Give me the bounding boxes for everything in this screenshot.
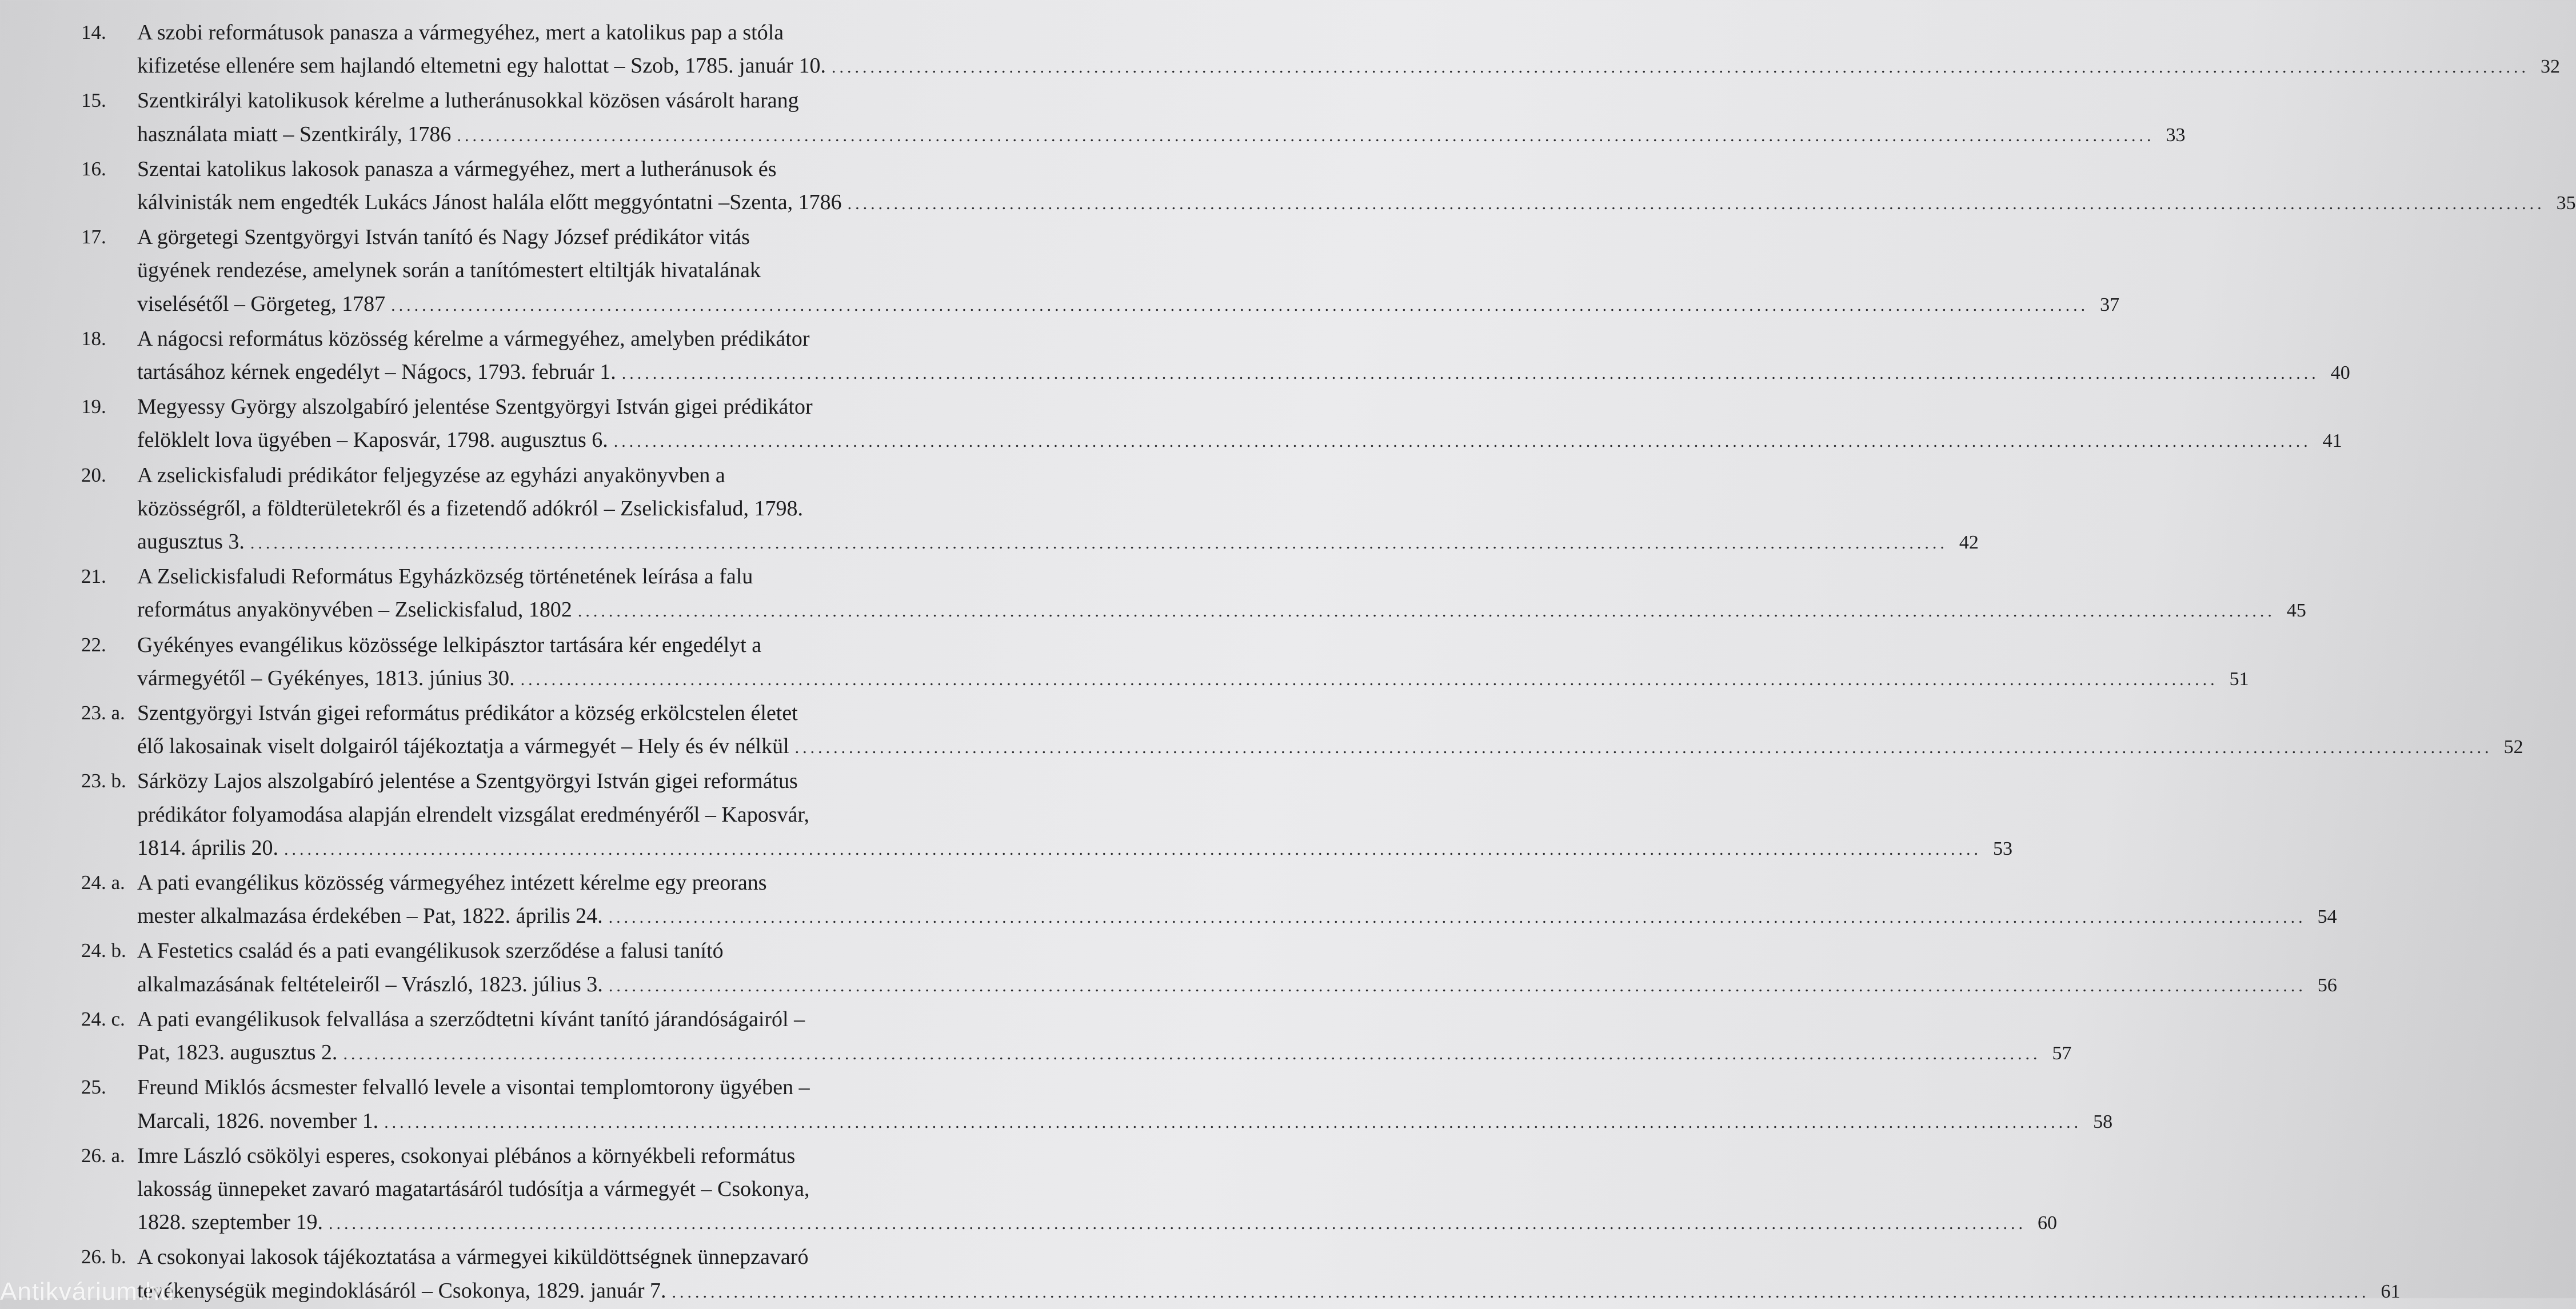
entry-title-line	[137, 1036, 2072, 1071]
entry-title-line	[137, 423, 2342, 458]
dot-leader: ............................................................................................................................................................................................................................	[577, 602, 2275, 621]
entry-title-line: Szentgyörgyi István gigei református prédikátor a község erkölcstelen életet	[137, 701, 798, 726]
page-number: 42	[1959, 532, 1979, 554]
page-number: 37	[2100, 294, 2120, 315]
entry-title-line: Gyékényes evangélikus közössége lelkipásztor tartására kér engedélyt a	[137, 633, 762, 657]
page-number: 60	[2038, 1212, 2058, 1234]
page-number: 61	[2381, 1280, 2401, 1302]
page-number: 57	[2052, 1043, 2072, 1064]
dot-leader: ............................................................................................................................................................................................................................	[608, 908, 2306, 927]
toc-entry	[0, 322, 2350, 390]
entry-title-line	[137, 186, 2576, 221]
entry-title-line	[137, 355, 2350, 390]
entry-title-text: 1828. szeptember 19.	[137, 1210, 324, 1235]
dot-leader: ............................................................................................................................................................................................................................	[329, 1214, 2027, 1234]
dot-leader: ............................................................................................................................................................................................................................	[672, 1282, 2370, 1302]
entry-number: 20.	[81, 463, 106, 486]
entry-title-text: Marcali, 1826. november 1.	[137, 1108, 379, 1133]
entry-title-text: református anyakönyvében – Zselickisfalud, 1802	[137, 598, 572, 622]
entry-title-line	[137, 525, 1979, 560]
entry-title-text: tartásához kérnek engedélyt – Nágocs, 1793. február 1.	[137, 360, 616, 385]
entry-title-line	[137, 831, 2012, 866]
entry-title-text: élő lakosainak viselt dolgairól tájékoztatja a vármegyét – Hely és év nélkül	[137, 734, 789, 759]
entry-title-line: A csokonyai lakosok tájékoztatása a vármegyei kiküldöttségnek ünnepzavaró	[137, 1245, 809, 1270]
entry-title-text: 1814. április 20.	[137, 835, 278, 860]
entry-title-line: ügyének rendezése, amelynek során a tanítómestert eltiltják hivatalának	[137, 258, 761, 283]
entry-number: 17.	[81, 226, 106, 249]
entry-number: 14.	[81, 21, 106, 43]
entry-title-line	[137, 899, 2337, 934]
entry-title-line: A görgetegi Szentgyörgyi István tanító és Nagy József prédikátor vitás	[137, 225, 750, 250]
entry-title-line	[137, 968, 2337, 1003]
watermark: Antikvárium.hu	[0, 1278, 175, 1306]
toc-entry	[0, 16, 2561, 84]
entry-number: 25.	[81, 1076, 106, 1099]
page-number: 51	[2229, 668, 2249, 690]
dot-leader: ............................................................................................................................................................................................................................	[283, 839, 1982, 859]
entry-number: 24. c.	[81, 1007, 125, 1030]
dot-leader: ............................................................................................................................................................................................................................	[343, 1044, 2041, 1064]
page-number: 54	[2317, 906, 2337, 928]
entry-title-line: A pati evangélikus közösség vármegyéhez intézett kérelme egy preorans	[137, 871, 767, 895]
page-number: 52	[2503, 736, 2523, 758]
page-number: 41	[2322, 430, 2342, 452]
toc-entry	[0, 153, 2576, 221]
page-number: 32	[2541, 56, 2561, 78]
entry-number: 26. b.	[81, 1246, 126, 1268]
page-number: 58	[2093, 1111, 2113, 1132]
entry-title-line: Szentai katolikus lakosok panasza a vármegyéhez, mert a lutheránusok és	[137, 157, 777, 181]
entry-title-line: Megyessy György alszolgabíró jelentése Szentgyörgyi István gigei prédikátor	[137, 395, 813, 419]
entry-title-line: A szobi reformátusok panasza a vármegyéhez, mert a katolikus pap a stóla	[137, 21, 784, 45]
page-number: 40	[2330, 362, 2350, 384]
toc-entry	[0, 696, 2523, 764]
entry-number: 23. a.	[81, 702, 125, 724]
entry-title-text: kifizetése ellenére sem hajlandó eltemetni egy halottat – Szob, 1785. január 10.	[137, 54, 826, 78]
entry-title-line: A zselickisfaludi prédikátor feljegyzése az egyházi anyakönyvben a	[137, 463, 725, 487]
entry-number: 16.	[81, 157, 106, 180]
page-number: 45	[2286, 600, 2306, 622]
entry-title-line	[137, 662, 2249, 696]
dot-leader: ............................................................................................................................................................................................................................	[457, 126, 2155, 145]
toc-entry	[0, 1071, 2113, 1139]
page-number: 53	[1992, 838, 2012, 859]
entry-number: 23. b.	[81, 770, 126, 792]
dot-leader: ............................................................................................................................................................................................................................	[384, 1112, 2082, 1132]
entry-title-line: közösségről, a földterületekről és a fizetendő adókról – Zselickisfalud, 1798.	[137, 496, 803, 521]
entry-title-line: A Festetics család és a pati evangélikusok szerződése a falusi tanító	[137, 939, 724, 963]
entry-title-text: felöklelt lova ügyében – Kaposvár, 1798. augusztus 6.	[137, 428, 608, 453]
entry-title-line: lakosság ünnepeket zavaró magatartásáról tudósítja a vármegyét – Csokonya,	[137, 1176, 810, 1201]
entry-title-text: használata miatt – Szentkirály, 1786	[137, 122, 452, 146]
toc-entry	[0, 1003, 2072, 1071]
toc-entry	[0, 84, 2186, 152]
entry-title-text: mester alkalmazása érdekében – Pat, 1822. április 24.	[137, 904, 603, 928]
dot-leader: ............................................................................................................................................................................................................................	[608, 976, 2306, 995]
entry-title-text: alkalmazásának feltételeiről – Vrászló, 1823. július 3.	[137, 972, 603, 996]
entry-title-line	[137, 49, 2561, 84]
table-of-contents	[0, 16, 2576, 1309]
toc-entry	[0, 560, 2306, 628]
entry-number: 18.	[81, 327, 106, 350]
entry-title-line	[137, 287, 2120, 322]
entry-title-line: A Zselickisfaludi Református Egyházközség történetének leírása a falu	[137, 565, 753, 589]
entry-number: 15.	[81, 89, 106, 112]
entry-title-line: Imre László csökölyi esperes, csokonyai plébános a környékbeli református	[137, 1143, 796, 1168]
entry-number: 26. a.	[81, 1144, 125, 1167]
entry-title-line	[137, 1274, 2401, 1309]
dot-leader: ............................................................................................................................................................................................................................	[847, 194, 2545, 214]
entry-title-line	[137, 1206, 2058, 1240]
dot-leader: ............................................................................................................................................................................................................................	[613, 432, 2311, 451]
entry-number: 22.	[81, 633, 106, 656]
dot-leader: ............................................................................................................................................................................................................................	[832, 58, 2530, 77]
entry-number: 21.	[81, 565, 106, 588]
entry-number: 24. b.	[81, 939, 126, 962]
toc-entry	[0, 1139, 2058, 1241]
entry-title-text: Pat, 1823. augusztus 2.	[137, 1040, 338, 1065]
toc-entry	[0, 764, 2012, 866]
toc-entry	[0, 390, 2342, 458]
entry-number: 24. a.	[81, 871, 125, 894]
dot-leader: ............................................................................................................................................................................................................................	[391, 295, 2089, 315]
entry-title-line: Sárközy Lajos alszolgabíró jelentése a Szentgyörgyi István gigei református	[137, 769, 798, 794]
dot-leader: ............................................................................................................................................................................................................................	[520, 670, 2218, 689]
entry-title-text: tevékenységük megindoklásáról – Csokonya, 1829. január 7.	[137, 1278, 666, 1303]
dot-leader: ............................................................................................................................................................................................................................	[250, 534, 1948, 553]
entry-title-line: prédikátor folyamodása alapján elrendelt vizsgálat eredményéről – Kaposvár,	[137, 802, 809, 827]
entry-title-line: Szentkirályi katolikusok kérelme a lutheránusokkal közösen vásárolt harang	[137, 89, 799, 113]
entry-number: 19.	[81, 395, 106, 418]
entry-title-line	[137, 593, 2306, 628]
toc-entry	[0, 934, 2337, 1002]
toc-entry	[0, 866, 2337, 934]
page-number: 56	[2317, 974, 2337, 996]
toc-entry	[0, 629, 2249, 696]
dot-leader: ............................................................................................................................................................................................................................	[794, 738, 2493, 758]
entry-title-text: viselésétől – Görgeteg, 1787	[137, 291, 386, 316]
entry-title-line: Freund Miklós ácsmester felvalló levele a visontai templomtorony ügyében –	[137, 1075, 810, 1100]
page-number: 35	[2556, 193, 2576, 214]
dot-leader: ............................................................................................................................................................................................................................	[621, 364, 2319, 383]
entry-title-text: augusztus 3.	[137, 530, 245, 554]
entry-title-text: vármegyétől – Gyékényes, 1813. június 30.	[137, 666, 515, 690]
entry-title-text: kálvinisták nem engedték Lukács Jánost halála előtt meggyóntatni –Szenta, 1786	[137, 190, 842, 215]
entry-title-line: A nágocsi református közösség kérelme a vármegyéhez, amelyben prédikátor	[137, 326, 810, 351]
toc-entry	[0, 221, 2120, 322]
page-number: 33	[2166, 124, 2186, 146]
entry-title-line	[137, 730, 2523, 764]
entry-title-line: A pati evangélikusok felvallása a szerződtetni kívánt tanító járandóságairól –	[137, 1007, 805, 1031]
entry-title-line	[137, 1104, 2113, 1139]
entry-title-line	[137, 118, 2186, 153]
toc-entry	[0, 459, 1979, 561]
